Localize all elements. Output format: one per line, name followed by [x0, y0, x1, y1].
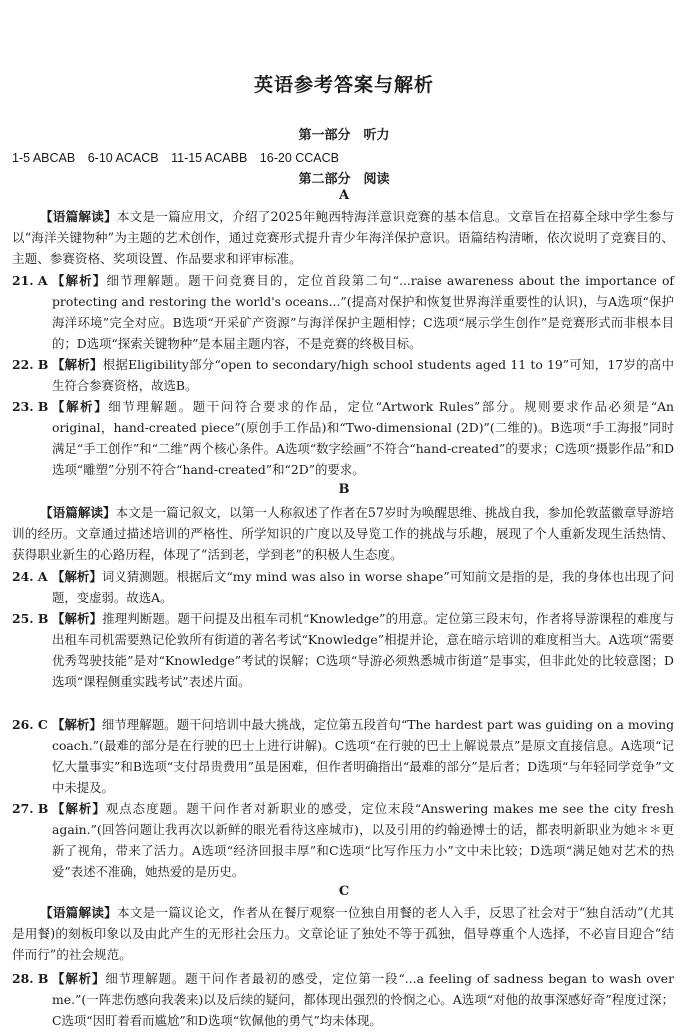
question-number: 25. B: [12, 611, 49, 626]
question-explanation: [52, 396, 674, 480]
analysis-text: 细节理解题。题干问培训中最大挑战，定位第五段首句“The hardest part was guiding on a moving coach.”(最难的部分是在行驶的巴士上进行讲解)。C选项“在行驶的巴士上解说景点”是原文直接信息。A选项“记忆大量事实”和B选项“支付昂贵费用”虽是困难，但作者明确指出“最难的部分”是后者；D选项“与年轻同学竞争”文中未提及。: [52, 717, 675, 795]
section-a-letter: A: [338, 188, 350, 203]
question-explanation: [52, 798, 674, 882]
analysis-tag: 【解析】: [52, 717, 102, 732]
part2-heading: 第二部分 阅读: [298, 172, 390, 187]
question-explanation: [52, 714, 674, 798]
question-explanation: [52, 968, 674, 1031]
question-number: 28. B: [12, 971, 49, 986]
section-c-letter: C: [338, 884, 350, 899]
part1-heading: 第一部分 听力: [298, 128, 390, 143]
section-c-summary: [12, 902, 674, 965]
analysis-text: 细节理解题。题干问竞赛目的，定位首段第二句“...raise awareness about the importance of protecting and restoring the world's oceans...”(提高对保护和恢复世界海洋重要性的认识)，与A选项“保护海洋环境”完全对应。B选项“开采矿产资源”与海洋保护主题相悖；C选项“展示学生创作”是竞赛形式而非根本目的；D选项“探索关键物种”是本届主题内容，不是竞赛的终极目标。: [52, 273, 674, 351]
analysis-text: 细节理解题。题干问符合要求的作品，定位“Artwork Rules”部分。规则要求作品必须是“An original，hand-created piece”(原创手工作品)和“Two-dimensional (2D)”(二维的)。B选项“手工海报”同时满足“手工创作”和“二维”两个核心条件。A选项“数字绘画”不符合“hand-created”的要求；C选项“摄影作品”和D选项“雕塑”分别不符合“hand-created”和“2D”的要求。: [52, 399, 674, 477]
analysis-tag: 【解析】: [52, 801, 106, 816]
question-explanation: [52, 354, 674, 396]
question-explanation: [52, 270, 674, 354]
analysis-tag: 【解析】: [52, 399, 109, 414]
question-number: 26. C: [12, 717, 48, 732]
section-b-letter: B: [338, 482, 350, 497]
analysis-text: 根据Eligibility部分“open to secondary/high school students aged 11 to 19”可知，17岁的高中生符合参赛资格，故选B。: [52, 357, 674, 393]
summary-tag: 【语篇解读】: [40, 505, 116, 520]
analysis-tag: 【解析】: [52, 569, 102, 584]
analysis-text: 推理判断题。题干问提及出租车司机“Knowledge”的用意。定位第三段末句，作者将导游课程的难度与出租车司机需要熟记伦敦所有街道的著名考试“Knowledge”相提并论，意在暗示培训的难度相当大。A选项“需要优秀驾驶技能”是对“Knowledge”考试的误解；C选项“导游必须熟悉城市街道”是事实，但非此处的比较意图；D选项“课程侧重实践考试”表述片面。: [52, 611, 675, 689]
summary-text: 本文是一篇记叙文，以第一人称叙述了作者在57岁时为唤醒思维、挑战自我，参加伦敦蓝徽章导游培训的经历。文章通过描述培训的严格性、所学知识的广度以及导览工作的挑战与乐趣，展现了个人重新发现生活热情、获得职业新生的心路历程，体现了“活到老，学到老”的积极人生态度。: [12, 505, 674, 562]
section-b-summary: [12, 502, 674, 565]
summary-tag: 【语篇解读】: [40, 905, 117, 920]
analysis-tag: 【解析】: [52, 611, 103, 626]
analysis-text: 词义猜测题。根据后文“my mind was also in worse shape”可知前文是指的是，我的身体也出现了问题，变虚弱。故选A。: [52, 569, 675, 605]
analysis-text: 细节理解题。题干问作者最初的感受，定位第一段“...a feeling of sadness began to wash over me.”(一阵悲伤感向我袭来)以及后续的疑问，都体现出强烈的怜悯之心。A选项“对他的故事深感好奇”程度过深；C选项“因盯着看而尴尬”和D选项“钦佩他的勇气”均未体现。: [52, 971, 675, 1028]
question-explanation: [52, 608, 674, 692]
question-explanation: [52, 566, 674, 608]
analysis-tag: 【解析】: [52, 971, 106, 986]
question-number: 22. B: [12, 357, 49, 372]
summary-text: 本文是一篇议论文，作者从在餐厅观察一位独自用餐的老人入手，反思了社会对于“独自活动”(尤其是用餐)的刻板印象以及由此产生的无形社会压力。文章论证了独处不等于孤独，倡导尊重个人选择，不必盲目迎合“结伴而行”的社会规范。: [12, 905, 674, 962]
question-number: 27. B: [12, 801, 49, 816]
analysis-tag: 【解析】: [52, 273, 107, 288]
page-title: 英语参考答案与解析: [253, 74, 434, 96]
question-number: 23. B: [12, 399, 49, 414]
summary-text: 本文是一篇应用文，介绍了2025年鲍西特海洋意识竞赛的基本信息。文章旨在招募全球中学生参与以“海洋关键物种”为主题的艺术创作，通过竞赛形式提升青少年海洋保护意识。语篇结构清晰，依次说明了竞赛目的、主题、参赛资格、奖项设置、作品要求和评审标准。: [12, 209, 674, 266]
question-number: 24. A: [12, 569, 48, 584]
analysis-tag: 【解析】: [52, 357, 103, 372]
summary-tag: 【语篇解读】: [40, 209, 117, 224]
section-a-summary: [12, 206, 674, 269]
listening-answer-key: 1-5 ABCAB 6-10 ACACB 11-15 ACABB 16-20 CCACB: [12, 151, 339, 165]
analysis-text: 观点态度题。题干问作者对新职业的感受，定位末段“Answering makes me see the city fresh again.”(回答问题让我再次以新鲜的眼光看待这座城市)，以及引用的约翰逊博士的话，都表明新职业为她＊＊更新了视角，带来了活力。A选项“经济回报丰厚”和C选项“比写作压力小”文中未比较；D选项“满足她对艺术的热爱”表述不准确，她热爱的是历史。: [52, 801, 674, 879]
question-number: 21. A: [12, 273, 48, 288]
